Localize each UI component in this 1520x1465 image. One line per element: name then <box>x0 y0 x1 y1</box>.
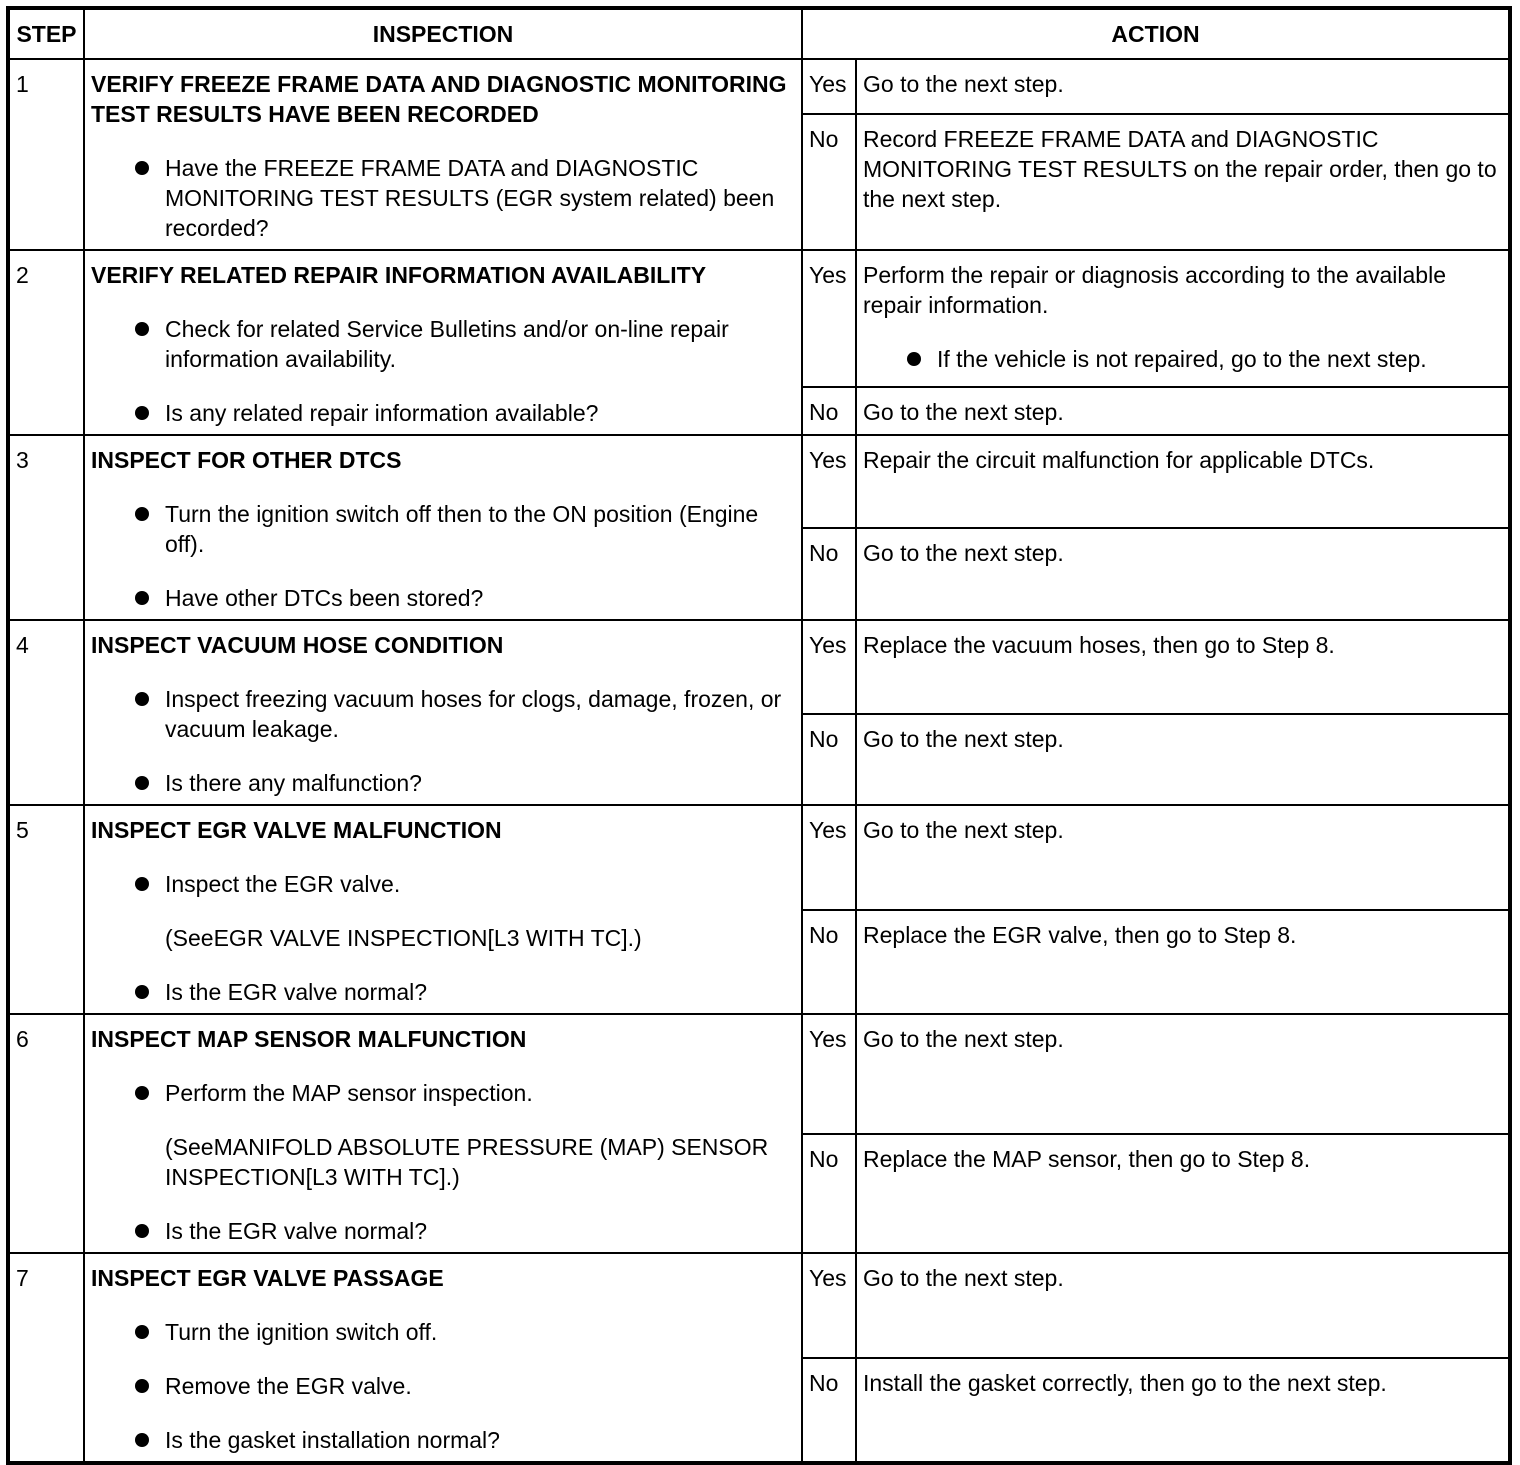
inspection-cell <box>84 805 802 1014</box>
step-2-yes-row <box>8 250 1510 387</box>
inspection-item-text: Turn the ignition switch off then to the ON position (Engine off). <box>165 501 759 557</box>
bullet-icon <box>135 161 149 175</box>
inspection-column-header: INSPECTION <box>84 8 802 59</box>
yes-action: Replace the vacuum hoses, then go to Step 8. <box>856 620 1510 714</box>
step-1-yes-row <box>8 59 1510 114</box>
bullet-icon <box>907 352 921 366</box>
inspection-item <box>91 768 795 798</box>
inspection-title: INSPECT VACUUM HOSE CONDITION <box>91 632 504 658</box>
inspection-cell <box>84 1253 802 1463</box>
inspection-cell <box>84 250 802 435</box>
inspection-item <box>91 499 795 559</box>
inspection-cell <box>84 59 802 250</box>
inspection-item-text: Is there any malfunction? <box>165 770 422 796</box>
step-number: 1 <box>8 59 84 250</box>
inspection-cell <box>84 620 802 805</box>
action-column-header: ACTION <box>802 8 1510 59</box>
bullet-icon <box>135 406 149 420</box>
inspection-item <box>91 398 795 428</box>
step-number: 6 <box>8 1014 84 1253</box>
step-7-yes-row <box>8 1253 1510 1358</box>
inspection-title: INSPECT FOR OTHER DTCS <box>91 447 402 473</box>
step-number: 2 <box>8 250 84 435</box>
diagnostic-table-wrapper <box>6 6 1512 1465</box>
bullet-icon <box>135 322 149 336</box>
bullet-icon <box>135 1325 149 1339</box>
no-label: No <box>802 387 856 435</box>
inspection-item <box>91 1371 795 1401</box>
inspection-item <box>91 1078 795 1108</box>
no-label: No <box>802 1134 856 1254</box>
table-header-row <box>8 8 1510 59</box>
step-3-yes-row <box>8 435 1510 528</box>
yes-label: Yes <box>802 1014 856 1134</box>
yes-label: Yes <box>802 805 856 910</box>
yes-label: Yes <box>802 1253 856 1358</box>
bullet-icon <box>135 591 149 605</box>
inspection-item-text: Is the gasket installation normal? <box>165 1427 500 1453</box>
bullet-icon <box>135 1379 149 1393</box>
bullet-icon <box>135 692 149 706</box>
yes-action: Repair the circuit malfunction for applicable DTCs. <box>856 435 1510 528</box>
bullet-icon <box>135 1433 149 1447</box>
inspection-reference-note: (SeeMANIFOLD ABSOLUTE PRESSURE (MAP) SENSOR INSPECTION[L3 WITH TC].) <box>165 1134 769 1190</box>
inspection-item <box>91 977 795 1007</box>
inspection-item-text: Inspect freezing vacuum hoses for clogs, damage, frozen, or vacuum leakage. <box>165 686 782 742</box>
bullet-icon <box>135 1086 149 1100</box>
inspection-title: VERIFY FREEZE FRAME DATA AND DIAGNOSTIC MONITORING TEST RESULTS HAVE BEEN RECORDED <box>91 71 787 127</box>
inspection-item <box>91 153 795 243</box>
bullet-icon <box>135 985 149 999</box>
inspection-title: INSPECT EGR VALVE PASSAGE <box>91 1265 444 1291</box>
inspection-item <box>91 1425 795 1455</box>
no-action: Replace the MAP sensor, then go to Step 8. <box>856 1134 1510 1254</box>
inspection-item-text: Remove the EGR valve. <box>165 1373 412 1399</box>
action-sub-item <box>863 344 1502 374</box>
yes-action: Go to the next step. <box>856 1253 1510 1358</box>
step-number: 7 <box>8 1253 84 1463</box>
yes-label: Yes <box>802 250 856 387</box>
inspection-item-text: Is any related repair information available? <box>165 400 599 426</box>
action-sub-item-text: If the vehicle is not repaired, go to the next step. <box>937 346 1427 372</box>
inspection-item-text: Perform the MAP sensor inspection. <box>165 1080 533 1106</box>
inspection-item <box>91 314 795 374</box>
yes-action-cell <box>856 250 1510 387</box>
no-action: Replace the EGR valve, then go to Step 8. <box>856 910 1510 1015</box>
inspection-item <box>91 583 795 613</box>
no-action: Go to the next step. <box>856 714 1510 805</box>
yes-label: Yes <box>802 435 856 528</box>
inspection-title: VERIFY RELATED REPAIR INFORMATION AVAILABILITY <box>91 262 707 288</box>
no-action: Install the gasket correctly, then go to the next step. <box>856 1358 1510 1463</box>
bullet-icon <box>135 877 149 891</box>
inspection-item-text: Inspect the EGR valve. <box>165 871 401 897</box>
no-label: No <box>802 1358 856 1463</box>
inspection-item-text: Is the EGR valve normal? <box>165 1218 428 1244</box>
inspection-cell <box>84 1014 802 1253</box>
inspection-item <box>91 1216 795 1246</box>
no-label: No <box>802 714 856 805</box>
bullet-icon <box>135 1224 149 1238</box>
bullet-icon <box>135 776 149 790</box>
no-label: No <box>802 910 856 1015</box>
step-column-header: STEP <box>8 8 84 59</box>
step-number: 5 <box>8 805 84 1014</box>
inspection-item-text: Have the FREEZE FRAME DATA and DIAGNOSTIC MONITORING TEST RESULTS (EGR system related) been recorded? <box>165 155 775 241</box>
no-action: Record FREEZE FRAME DATA and DIAGNOSTIC MONITORING TEST RESULTS on the repair order, then go to the next step. <box>856 114 1510 250</box>
yes-action: Go to the next step. <box>856 59 1510 114</box>
yes-action: Perform the repair or diagnosis according to the available repair information. <box>863 262 1446 318</box>
inspection-title: INSPECT EGR VALVE MALFUNCTION <box>91 817 502 843</box>
diagnostic-procedure-table <box>6 6 1512 1465</box>
yes-label: Yes <box>802 620 856 714</box>
no-label: No <box>802 114 856 250</box>
step-4-yes-row <box>8 620 1510 714</box>
no-label: No <box>802 528 856 621</box>
yes-action: Go to the next step. <box>856 805 1510 910</box>
yes-action: Go to the next step. <box>856 1014 1510 1134</box>
inspection-item <box>91 869 795 899</box>
step-number: 3 <box>8 435 84 620</box>
inspection-item-text: Is the EGR valve normal? <box>165 979 428 1005</box>
inspection-item-text: Check for related Service Bulletins and/or on-line repair information availability. <box>165 316 729 372</box>
step-6-yes-row <box>8 1014 1510 1134</box>
inspection-item <box>91 684 795 744</box>
inspection-cell <box>84 435 802 620</box>
step-5-yes-row <box>8 805 1510 910</box>
no-action: Go to the next step. <box>856 387 1510 435</box>
inspection-reference-note: (SeeEGR VALVE INSPECTION[L3 WITH TC].) <box>165 925 642 951</box>
bullet-icon <box>135 507 149 521</box>
inspection-title: INSPECT MAP SENSOR MALFUNCTION <box>91 1026 527 1052</box>
inspection-item <box>91 1317 795 1347</box>
inspection-item-text: Turn the ignition switch off. <box>165 1319 438 1345</box>
no-action: Go to the next step. <box>856 528 1510 621</box>
step-number: 4 <box>8 620 84 805</box>
yes-label: Yes <box>802 59 856 114</box>
inspection-item-text: Have other DTCs been stored? <box>165 585 484 611</box>
